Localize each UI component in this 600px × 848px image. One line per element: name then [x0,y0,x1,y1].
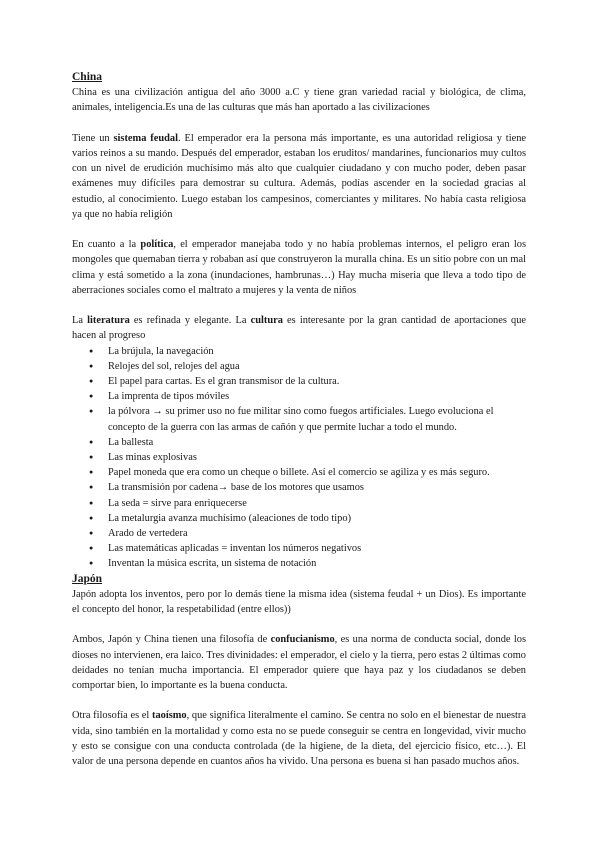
list-item: ● Las minas explosivas [72,450,526,465]
list-item: ● La ballesta [72,435,526,450]
list-item: ● Las matemáticas aplicadas = inventan los números negativos [72,541,526,556]
taoism-paragraph: Otra filosofía es el taoísmo, que significa literalmente el camino. Se centra no solo en el bienestar de nuestra vida, sino también en la mortalidad y como esta no se puede conseguir se centra en longevidad, vivir mucho y esto se consigue con una conducta controlada (de la higiene, de la dieta, del ejercicio físico, etc…). El valor de una persona depende en cuantos años ha vivido. Una persona es buena si han pasado muchos años. [72,710,526,768]
literature-paragraph: La literatura es refinada y elegante. La cultura es interesante por la gran cantidad de aportaciones que hacen al progreso [72,315,527,342]
feudal-system-term: sistema feudal [113,132,179,144]
japan-heading: Japón [72,572,103,585]
china-intro-paragraph: China es una civilización antigua del año 3000 a.C y tiene gran variedad racial y biológica, de clima, animales, inteligencia.Es una de las culturas que más han aportado a las civilizaciones [72,87,526,114]
list-item: ● Papel moneda que era como un cheque o billete. Así el comercio se agiliza y es más seguro. [72,465,526,480]
politics-paragraph: En cuanto a la política, el emperador manejaba todo y no había problemas internos, el peligro eran los mongoles que quemaban tierra y robaban así que construyeron la muralla china. Es un sitio pobre con un mal clima y está sometido a la zona (inundaciones, hambrunas…) Hay mucha miseria que lleva a todo tipo de aberraciones sociales como el maltrato a mujeres y la venta de niños [72,239,526,296]
list-item: ● La seda = sirve para enriquecerse [72,496,526,511]
list-item: ● Inventan la música escrita, un sistema de notación [72,556,526,571]
list-item: ● La transmisión por cadena→ base de los motores que usamos [72,480,526,495]
confucianism-term: confucianismo [270,634,335,646]
list-item: ● La imprenta de tipos móviles [72,389,526,404]
literature-term: literatura [87,315,130,327]
list-item: ● Arado de vertedera [72,526,526,541]
confucianism-paragraph: Ambos, Japón y China tienen una filosofía de confucianismo, es una norma de conducta social, donde los dioses no intervienen, era laico. Tres divinidades: el emperador, el cielo y la tierra, pero estas 2 últimas como deidades no tenían mucha importancia. El emperador quiere que haya paz y los ciudadanos se deben comportar bien, lo importante es la buena conducta. [72,634,527,692]
list-item: ● El papel para cartas. Es el gran transmisor de la cultura. [72,374,526,389]
list-item: ● La metalurgia avanza muchísimo (aleaciones de todo tipo) [72,511,526,526]
list-item: ● Relojes del sol, relojes del agua [72,359,526,374]
feudal-system-paragraph: Tiene un sistema feudal. El emperador era la persona más importante, es una autoridad religiosa y tiene varios reinos a su mando. Después del emperador, estaban los eruditos/ mandarines, funcionarios muy cultos con un nivel de erudición muchísimo más alto que cualquier ciudadano y con mucho poder, deben pasar exámenes muy difíciles para demostrar su cultura. Además, podías ascender en la sociedad gracias al estudio, al conocimiento. Luego estaban los campesinos, comerciantes y militares. No había casta religiosa ya que no había religión [72,132,527,220]
list-item: ● la pólvora → su primer uso no fue militar sino como fuegos artificiales. Luego evoluciona el concepto de la guerra con las armas de cañón y que permite luchar a todo el mundo. [72,404,526,434]
japan-intro-paragraph: Japón adopta los inventos, pero por lo demás tiene la misma idea (sistema feudal + un Dios). Es importante el concepto del honor, la respetabilidad (entre ellos)) [72,588,526,616]
culture-term: cultura [250,315,283,327]
taoism-term: taoísmo [151,710,187,722]
china-heading: China [72,71,103,83]
politics-term: política [140,239,174,251]
document-page [72,70,526,769]
contributions-list [72,344,526,572]
list-item: ● La brújula, la navegación [72,344,526,359]
